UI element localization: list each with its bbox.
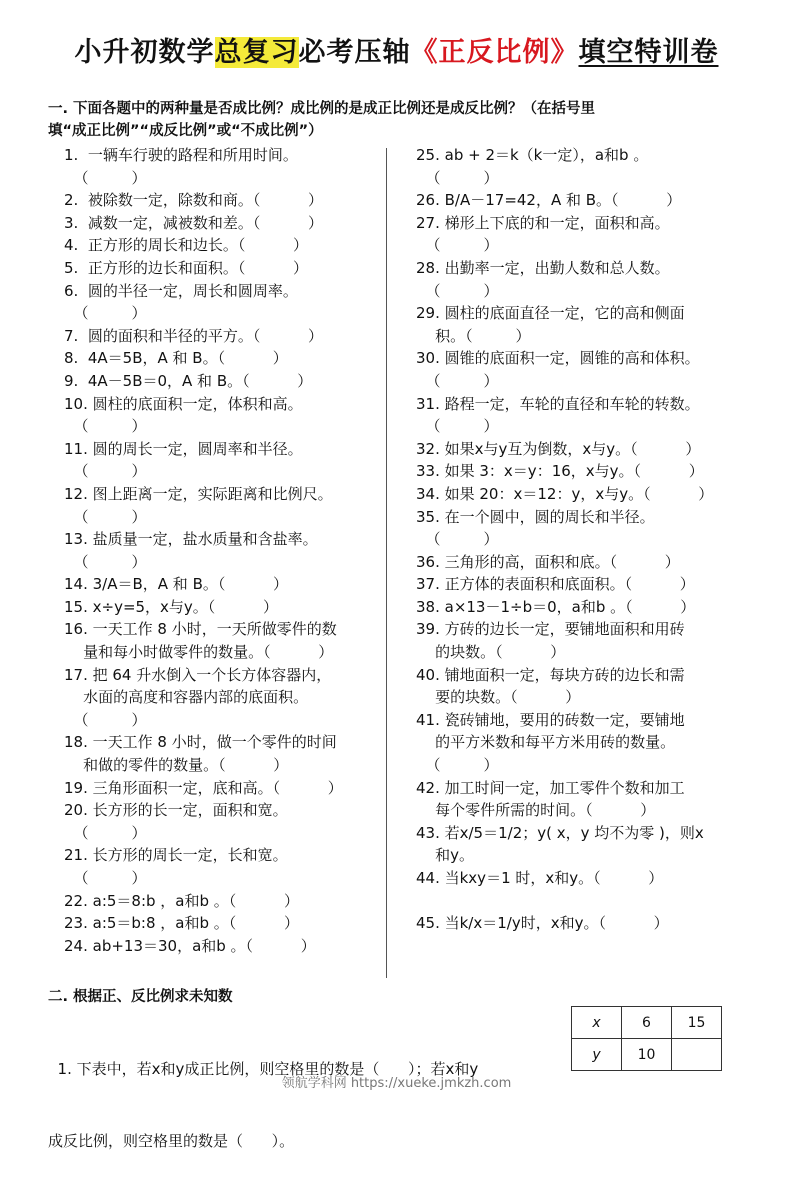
question-line: 19. 三角形面积一定，底和高。（ ）: [64, 778, 343, 797]
question-line: 36. 三角形的高，面积和底。（ ）: [416, 552, 680, 571]
table-cell: y: [572, 1039, 622, 1071]
question-line: 26. B/A－17=42，A 和 B。（ ）: [416, 191, 682, 210]
table-cell: x: [572, 1007, 622, 1039]
title-part-4-red: 《正反比例》: [410, 37, 579, 68]
table-row: [572, 1039, 722, 1071]
question-line: 6. 圆的半径一定，周长和圆周率。: [64, 281, 298, 300]
question-line: 的平方米数和每平方米用砖的数量。: [416, 733, 676, 752]
question-line: 27. 梯形上下底的和一定，面积和高。: [416, 213, 670, 232]
question-line: 量和每小时做零件的数量。（ ）: [64, 643, 334, 662]
column-divider: [386, 148, 387, 978]
question-line: 44. 当kxy＝1 时，x和y。（ ）: [416, 869, 664, 887]
table-row: [572, 1007, 722, 1039]
question-line: （ ）: [416, 371, 499, 390]
question-line: （ ）: [416, 281, 499, 300]
question-line: 41. 瓷砖铺地，要用的砖数一定，要铺地: [416, 710, 685, 729]
title-part-2-highlighted: 总复习: [214, 37, 299, 68]
question-line: 25. ab + 2＝k（k一定），a和b 。: [416, 146, 649, 164]
question-line: 5. 正方形的边长和面积。（ ）: [64, 258, 309, 277]
section-2-heading: 二. 根据正、反比例求未知数: [48, 989, 233, 1005]
question-line: 1. 一辆车行驶的路程和所用时间。: [64, 146, 298, 164]
question-line: （ ）: [416, 756, 499, 775]
question-line: （ ）: [416, 236, 499, 255]
section-2-question-line-1: 1. 下表中，若x和y成正比例，则空格里的数是（ ）；若x和y: [48, 1060, 479, 1078]
section-1-line-2: 填“成正比例”“成反比例”或“不成比例”）: [48, 123, 323, 139]
title-part-3: 必考压轴: [298, 37, 411, 68]
question-line: 14. 3/A＝B，A 和 B。（ ）: [64, 575, 289, 594]
question-line: 水面的高度和容器内部的底面积。: [64, 688, 309, 707]
question-line: 31. 路程一定，车轮的直径和车轮的转数。: [416, 394, 700, 413]
title-part-5-underlined: 填空特训卷: [578, 37, 719, 68]
question-line: 35. 在一个圆中，圆的周长和半径。: [416, 507, 655, 526]
question-line: 38. a×13－1÷b＝0，a和b 。（ ）: [416, 597, 696, 616]
question-line: （ ）: [416, 530, 499, 549]
question-line: 45. 当k/x＝1/y时，x和y。（ ）: [416, 914, 669, 933]
table-cell: 15: [672, 1007, 722, 1039]
table-cell-blank[interactable]: [672, 1039, 722, 1071]
question-line: 39. 方砖的边长一定，要铺地面积和用砖: [416, 620, 685, 639]
question-line: 20. 长方形的长一定，面积和宽。: [64, 801, 288, 820]
title-part-1: 小升初数学: [74, 37, 215, 68]
question-line: 每个零件所需的时间。（ ）: [416, 801, 656, 820]
question-line: 3. 减数一定，减被数和差。（ ）: [64, 213, 324, 232]
footer-watermark: 领航学科网 https://xueke.jmkzh.com: [281, 1076, 512, 1091]
question-line: 和y。: [416, 846, 474, 865]
question-line: 13. 盐质量一定，盐水质量和含盐率。: [64, 530, 318, 549]
question-line: 18. 一天工作 8 小时，做一个零件的时间: [64, 733, 337, 752]
left-question-column: [64, 144, 382, 957]
question-line: 24. ab+13＝30，a和b 。（ ）: [64, 936, 316, 955]
question-line: 8. 4A＝5B，A 和 B。（ ）: [64, 349, 288, 368]
xy-value-table: [571, 1006, 722, 1071]
question-line: （ ）: [64, 710, 147, 729]
question-line: 37. 正方体的表面积和底面积。（ ）: [416, 575, 695, 594]
question-line: 30. 圆锥的底面积一定，圆锥的高和体积。: [416, 349, 700, 368]
question-line: 积。（ ）: [416, 326, 531, 345]
right-question-column: [416, 144, 752, 935]
question-line: 要的块数。（ ）: [416, 688, 581, 707]
question-line: （ ）: [64, 869, 147, 887]
question-line: 的块数。（ ）: [416, 643, 566, 662]
question-line: 32. 如果x与y互为倒数，x与y。（ ）: [416, 439, 701, 458]
question-line: 15. x÷y=5，x与y。（ ）: [64, 597, 278, 616]
question-line: （ ）: [64, 823, 147, 842]
question-line: 4. 正方形的周长和边长。（ ）: [64, 236, 309, 255]
section-2-question-line-2: 成反比例，则空格里的数是（ ）。: [48, 1132, 295, 1150]
question-line: 10. 圆柱的底面积一定，体积和高。: [64, 394, 303, 413]
question-line: 12. 图上距离一定，实际距离和比例尺。: [64, 484, 333, 503]
question-line: 和做的零件的数量。（ ）: [64, 756, 289, 775]
question-line: 43. 若x/5＝1/2；y( x，y 均不为零 )，则x: [416, 823, 704, 842]
question-line: 23. a:5＝b:8 ，a和b 。（ ）: [64, 914, 299, 933]
question-line: 16. 一天工作 8 小时，一天所做零件的数: [64, 620, 337, 639]
question-line: 21. 长方形的周长一定，长和宽。: [64, 846, 288, 865]
question-line: 40. 铺地面积一定，每块方砖的边长和需: [416, 665, 685, 684]
question-line: （ ）: [64, 462, 147, 481]
section-1-line-1: 一. 下面各题中的两种量是否成比例？成比例的是成正比例还是成反比例？（在括号里: [48, 101, 596, 117]
question-line: （ ）: [64, 552, 147, 571]
question-line: 33. 如果 3：x＝y：16，x与y。（ ）: [416, 462, 704, 481]
question-line: （ ）: [64, 507, 147, 526]
question-line: [416, 890, 752, 913]
question-line: 34. 如果 20：x＝12：y，x与y。（ ）: [416, 484, 714, 503]
question-line: 42. 加工时间一定，加工零件个数和加工: [416, 778, 685, 797]
question-line: 7. 圆的面积和半径的平方。（ ）: [64, 326, 324, 345]
question-line: 17. 把 64 升水倒入一个长方体容器内，: [64, 665, 332, 684]
question-line: （ ）: [416, 417, 499, 436]
question-line: 29. 圆柱的底面直径一定，它的高和侧面: [416, 304, 685, 323]
question-line: 9. 4A－5B＝0，A 和 B。（ ）: [64, 371, 313, 390]
table-cell: 10: [622, 1039, 672, 1071]
question-line: （ ）: [64, 417, 147, 436]
page-title: [0, 30, 793, 69]
question-line: 28. 出勤率一定，出勤人数和总人数。: [416, 258, 670, 277]
question-line: 22. a:5＝8:b ，a和b 。（ ）: [64, 891, 299, 910]
question-line: 11. 圆的周长一定，圆周率和半径。: [64, 439, 303, 458]
section-2-question-1: [48, 1009, 478, 1177]
question-line: （ ）: [416, 168, 499, 187]
question-line: （ ）: [64, 168, 147, 187]
question-line: 2. 被除数一定，除数和商。（ ）: [64, 191, 324, 210]
section-1-instruction: [48, 98, 595, 142]
table-cell: 6: [622, 1007, 672, 1039]
question-line: （ ）: [64, 304, 147, 323]
